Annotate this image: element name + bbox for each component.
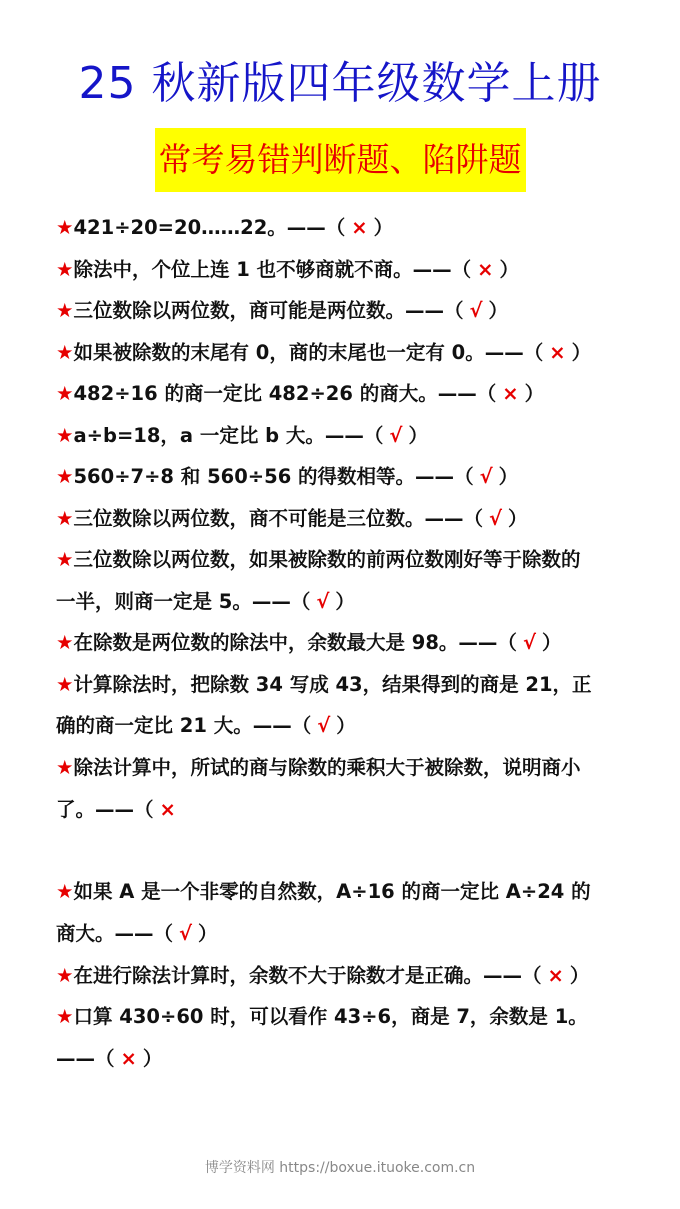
list-item (56, 298, 508, 324)
close-paren: ） (198, 922, 218, 945)
open-paren: （ (476, 382, 497, 405)
question-text: 除法中，个位上连 1 也不够商就不商。—— (73, 258, 452, 281)
list-item (56, 630, 561, 656)
close-paren: ） (373, 216, 394, 239)
star-icon: ★ (56, 964, 74, 987)
close-paren: ） (499, 258, 520, 281)
list-item (56, 963, 589, 989)
question-text: 计算除法时，把除数 34 写成 43，结果得到的商是 21，正 (73, 673, 592, 696)
star-icon: ★ (56, 382, 74, 405)
footer-watermark: 博学资料网 https://boxue.ituoke.com.cn (204, 1160, 476, 1176)
open-paren: （ (444, 299, 464, 322)
question-text: 如果被除数的末尾有 0，商的末尾也一定有 0。—— (73, 341, 524, 364)
close-paren: ） (408, 424, 428, 447)
list-item (56, 340, 591, 366)
answer-mark: × (120, 1047, 137, 1070)
open-paren: （ (290, 590, 311, 613)
star-icon: ★ (56, 465, 74, 488)
list-item-continuation (56, 921, 218, 947)
list-item-continuation (56, 1046, 162, 1072)
star-icon: ★ (56, 756, 74, 779)
answer-mark: × (502, 382, 519, 405)
close-paren: ） (524, 382, 545, 405)
page-title: 25 秋新版四年级数学上册 (78, 58, 602, 109)
question-text: a÷b=18，a 一定比 b 大。—— (73, 424, 364, 447)
question-text: 482÷16 的商一定比 482÷26 的商大。—— (73, 382, 477, 405)
answer-mark: √ (179, 922, 193, 945)
list-item (56, 755, 581, 781)
question-text: 口算 430÷60 时，可以看作 43÷6，商是 7，余数是 1。 (73, 1005, 588, 1028)
list-item (56, 381, 544, 407)
close-paren: ） (488, 299, 509, 322)
list-item (56, 215, 393, 241)
close-paren: ） (335, 590, 355, 613)
open-paren: （ (522, 964, 542, 987)
question-text: 三位数除以两位数，商可能是两位数。—— (73, 299, 444, 322)
close-paren: ） (571, 341, 592, 364)
close-paren: ） (569, 964, 590, 987)
close-paren: ） (508, 507, 528, 530)
question-text: 确的商一定比 21 大。—— (56, 714, 292, 737)
list-item (56, 506, 528, 532)
star-icon: ★ (56, 673, 74, 696)
star-icon: ★ (56, 424, 74, 447)
open-paren: （ (325, 216, 346, 239)
open-paren: （ (523, 341, 544, 364)
star-icon: ★ (56, 880, 74, 903)
open-paren: （ (463, 507, 484, 530)
list-item-continuation (56, 797, 182, 823)
list-item-continuation (56, 713, 356, 739)
page-subtitle: 常考易错判断题、陷阱题 (155, 128, 526, 192)
answer-mark: √ (479, 465, 493, 488)
list-item (56, 672, 592, 698)
open-paren: （ (291, 714, 312, 737)
list-item (56, 1004, 588, 1030)
close-paren: ） (541, 631, 562, 654)
answer-mark: √ (469, 299, 483, 322)
open-paren: （ (95, 1047, 115, 1070)
open-paren: （ (497, 631, 517, 654)
list-item (56, 547, 581, 573)
question-text: 商大。—— (56, 922, 154, 945)
star-icon: ★ (56, 507, 74, 530)
question-text: 如果 A 是一个非零的自然数，A÷16 的商一定比 A÷24 的 (73, 880, 591, 903)
open-paren: （ (454, 465, 474, 488)
question-text: 421÷20=20……22。—— (73, 216, 326, 239)
open-paren: （ (153, 922, 174, 945)
question-text: 560÷7÷8 和 560÷56 的得数相等。—— (73, 465, 455, 488)
answer-mark: √ (389, 424, 403, 447)
answer-mark: × (549, 341, 566, 364)
answer-mark: √ (522, 631, 536, 654)
question-text: 一半，则商一定是 5。—— (56, 590, 291, 613)
list-item (56, 257, 519, 283)
star-icon: ★ (56, 299, 74, 322)
close-paren: ） (498, 465, 519, 488)
close-paren: ） (142, 1047, 163, 1070)
star-icon: ★ (56, 341, 74, 364)
answer-mark: √ (489, 507, 503, 530)
question-text: 除法计算中，所试的商与除数的乘积大于被除数，说明商小 (73, 756, 581, 779)
question-text: 三位数除以两位数，如果被除数的前两位数刚好等于除数的 (73, 548, 581, 571)
star-icon: ★ (56, 258, 74, 281)
open-paren: （ (451, 258, 472, 281)
question-text: 三位数除以两位数，商不可能是三位数。—— (73, 507, 464, 530)
list-item (56, 879, 591, 905)
question-text: —— (56, 1047, 95, 1070)
open-paren: （ (134, 798, 154, 821)
answer-mark: √ (317, 714, 331, 737)
star-icon: ★ (56, 631, 74, 654)
answer-mark: × (159, 798, 176, 821)
answer-mark: × (547, 964, 564, 987)
list-item (56, 423, 428, 449)
star-icon: ★ (56, 216, 74, 239)
list-item-continuation (56, 589, 355, 615)
answer-mark: × (351, 216, 368, 239)
question-text: 在除数是两位数的除法中，余数最大是 98。—— (73, 631, 498, 654)
open-paren: （ (363, 424, 384, 447)
list-item (56, 464, 518, 490)
question-text: 在进行除法计算时，余数不大于除数才是正确。—— (73, 964, 522, 987)
answer-mark: √ (316, 590, 330, 613)
star-icon: ★ (56, 548, 74, 571)
close-paren: ） (336, 714, 356, 737)
answer-mark: × (477, 258, 494, 281)
question-text: 了。—— (56, 798, 135, 821)
star-icon: ★ (56, 1005, 74, 1028)
